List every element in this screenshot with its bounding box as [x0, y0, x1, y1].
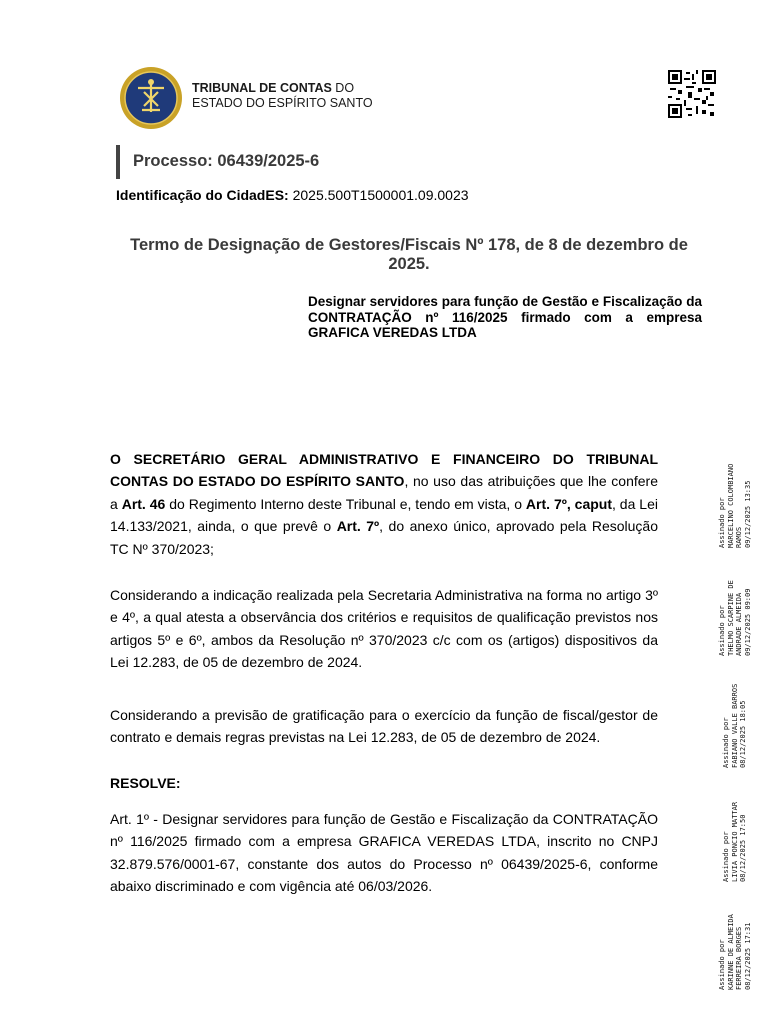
- ident-label: Identificação do CidadES:: [116, 187, 289, 203]
- signature-name: THELMO SCARPINE DE: [726, 580, 735, 656]
- preamble-text-3: , da Lei 14.133/2021, ainda, o que prevê o: [110, 495, 658, 535]
- signature-date: 08/12/2025 17:31: [743, 922, 752, 990]
- signature-stamp: [718, 914, 752, 990]
- signature-date: 08/12/2025 18:05: [739, 700, 747, 768]
- signature-stamp: [722, 802, 748, 882]
- process-number: Processo: 06439/2025-6: [133, 152, 320, 170]
- signature-label: Assinado por: [722, 831, 730, 882]
- court-seal-icon: [116, 66, 186, 130]
- resolve-heading: RESOLVE:: [110, 775, 181, 791]
- paragraph-considering-1: Considerando a indicação realizada pela Secretaria Administrativa na forma no artigo 3º e 4º, a qual atesta a observância dos critérios e requisitos de qualificação previstos nos artigos 5º e 6º, ambos da Resolução nº 370/2023 c/c com os (artigos) dispositivos da Lei 12.283, de 05 de dezembro de 2024.: [110, 587, 658, 671]
- signature-name: KARINNE DE ALMEIDA: [726, 914, 735, 990]
- signature-label: Assinado por: [718, 497, 726, 548]
- ident-value: 2025.500T1500001.09.0023: [288, 187, 469, 203]
- org-line2: ESTADO DO ESPÍRITO SANTO: [192, 96, 373, 110]
- document-summary: Designar servidores para função de Gestão e Fiscalização da CONTRATAÇÃO nº 116/2025 firmado com a empresa GRAFICA VEREDAS LTDA: [308, 294, 702, 340]
- process-accent-bar: [116, 145, 120, 179]
- preamble-text-1: , no uso das atribuições que lhe confere a: [110, 473, 658, 512]
- org-line1-rest: DO: [331, 81, 355, 95]
- signature-date: 09/12/2025 09:09: [743, 588, 752, 656]
- signature-name-cont: FERREIRA BORGES: [735, 926, 743, 990]
- signature-name: LIVIA PONCIO MATTAR: [730, 801, 739, 882]
- signature-name-cont: RAMOS: [735, 526, 743, 548]
- signature-stamp: [722, 684, 748, 768]
- document-title: Termo de Designação de Gestores/Fiscais Nº 178, de 8 de dezembro de 2025.: [130, 236, 688, 273]
- preamble-art7-caput: Art. 7º, caput: [525, 495, 612, 512]
- signature-label: Assinado por: [718, 605, 726, 656]
- signature-label: Assinado por: [718, 939, 726, 990]
- preamble-text-4: , do anexo único, aprovado pela Resolução TC Nº 370/2023;: [110, 518, 658, 557]
- signature-stamp: [718, 464, 752, 548]
- signature-name-cont: ANDRADE ALMEIDA: [735, 592, 743, 656]
- signature-name: FABIANO VALLE BARROS: [730, 683, 739, 768]
- paragraph-preamble: [110, 448, 658, 560]
- preamble-authority: O SECRETÁRIO GERAL ADMINISTRATIVO E FINANCEIRO DO TRIBUNAL CONTAS DO ESTADO DO ESPÍRITO SANTO: [110, 451, 658, 490]
- signature-stamp: [718, 580, 752, 656]
- signature-label: Assinado por: [722, 717, 730, 768]
- preamble-art7: Art. 7º: [336, 518, 380, 535]
- preamble-text-2: do Regimento Interno deste Tribunal e, tendo em vista, o: [165, 495, 526, 512]
- cidades-identification: [116, 187, 469, 203]
- paragraph-article-1: Art. 1º - Designar servidores para função de Gestão e Fiscalização da CONTRATAÇÃO nº 116/2025 firmado com a empresa GRAFICA VEREDAS LTDA, inscrito no CNPJ 32.879.576/0001-67, constante dos autos do Processo nº 06439/2025-6, conforme abaixo discriminado e com vigência até 06/03/2026.: [110, 811, 658, 895]
- signature-date: 09/12/2025 13:35: [743, 480, 752, 548]
- paragraph-considering-2: Considerando a previsão de gratificação para o exercício da função de fiscal/gestor de contrato e demais regras previstas na Lei 12.283, de 05 de dezembro de 2024.: [110, 707, 658, 746]
- org-line1-bold: TRIBUNAL DE CONTAS: [192, 81, 332, 95]
- qr-code-icon: [668, 70, 716, 118]
- preamble-art46: Art. 46: [121, 495, 166, 512]
- org-name: [192, 81, 373, 111]
- signature-date: 08/12/2025 17:50: [739, 814, 747, 882]
- signature-name: MARCELINO COLOMBIANO: [726, 463, 735, 548]
